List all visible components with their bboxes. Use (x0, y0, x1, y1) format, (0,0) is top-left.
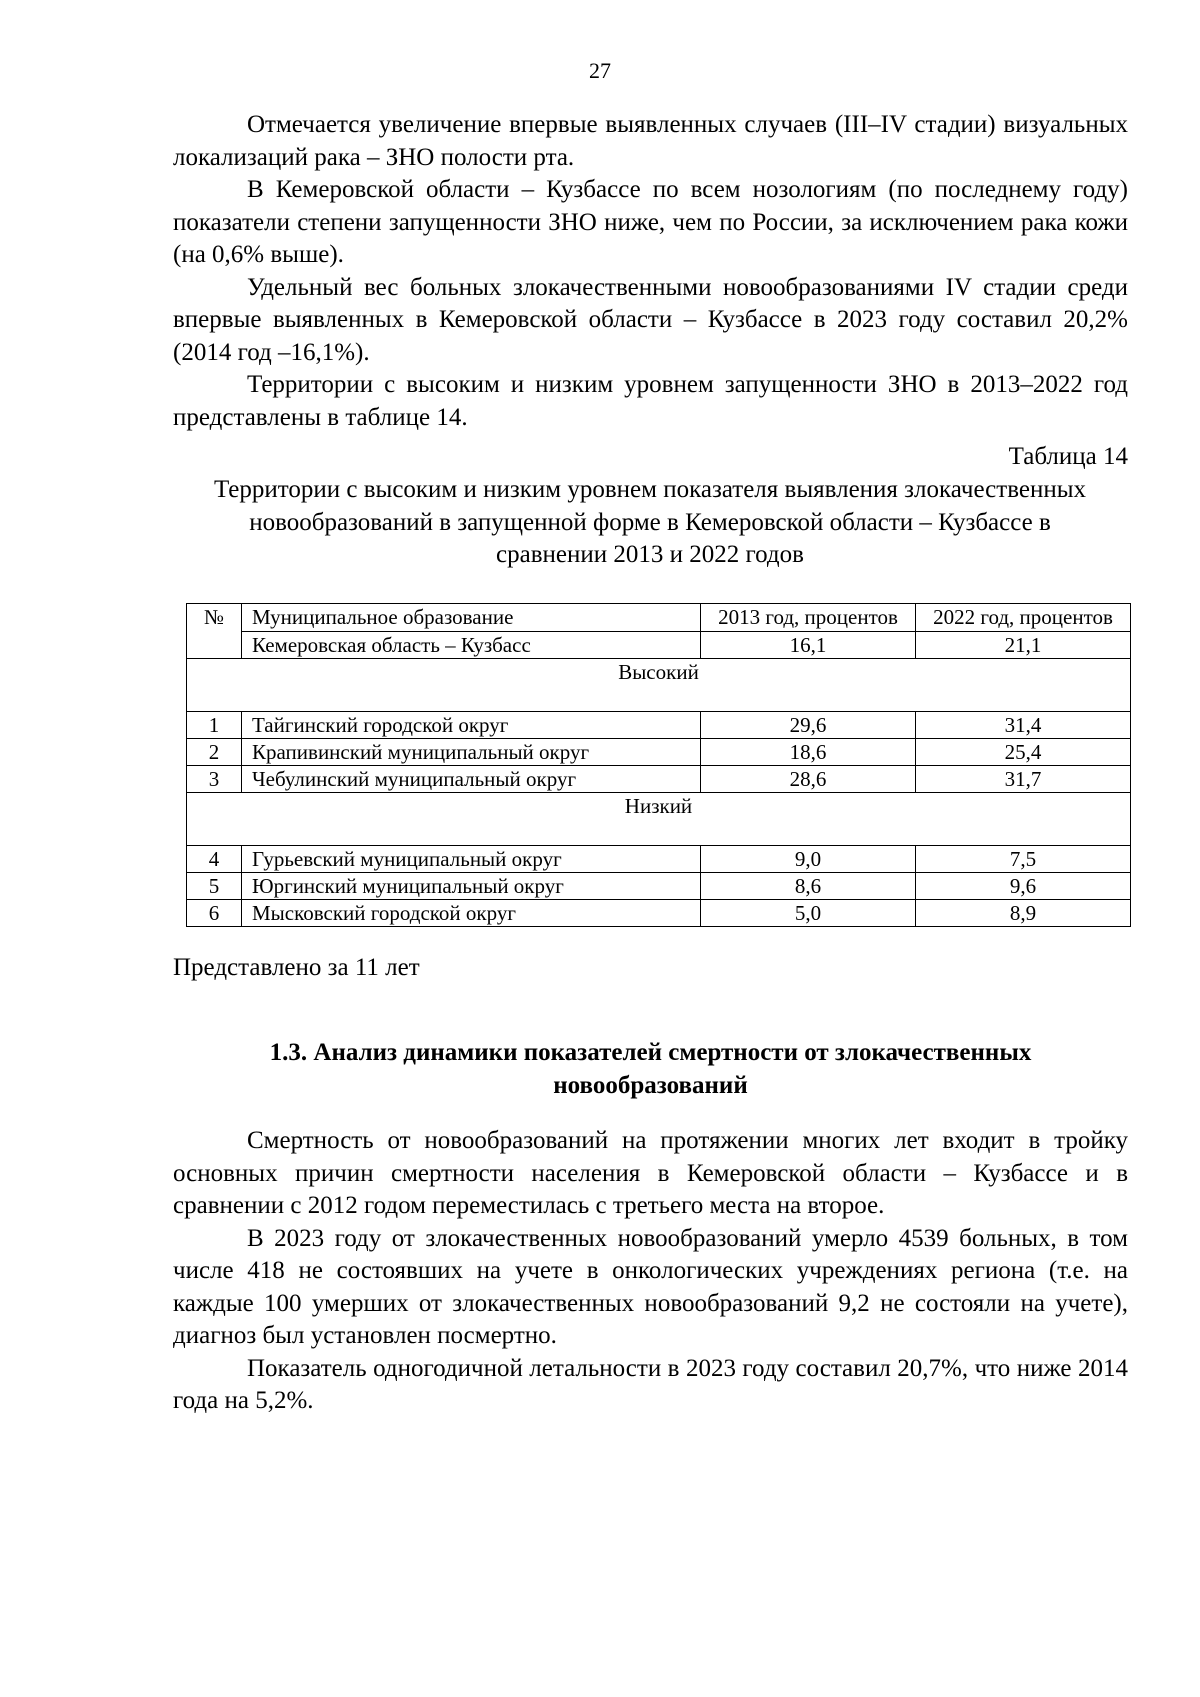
table-row (187, 900, 1131, 927)
paragraph: Показатель одногодичной летальности в 2023 году составил 20,7%, что ниже 2014 года на 5,2%. (173, 1354, 1128, 1414)
paragraph: Отмечается увеличение впервые выявленных случаев (III–IV стадии) визуальных локализаций рака – ЗНО полости рта. (173, 111, 1128, 171)
table-row (187, 739, 1131, 766)
paragraph: В 2023 году от злокачественных новообразований умерло 4539 больных, в том числе 418 не состоявших на учете в онкологических учреждениях региона (т.е. на каждые 100 умерших от злокачественных новообразований 9,2 не состояли на учете), диагноз был установлен посмертно. (173, 1224, 1128, 1349)
row-name: Юргинский муниципальный округ (242, 873, 701, 900)
row-2013: 29,6 (701, 712, 916, 739)
table-note: Представлено за 11 лет (173, 954, 420, 981)
header-2013: 2013 год, процентов (701, 604, 916, 632)
row-2013: 18,6 (701, 739, 916, 766)
table-row (187, 873, 1131, 900)
row-name: Мысковский городской округ (242, 900, 701, 927)
data-table (186, 603, 1131, 927)
row-2022: 25,4 (916, 739, 1131, 766)
header-2022: 2022 год, процентов (916, 604, 1131, 632)
row-2022: 31,4 (916, 712, 1131, 739)
row-name: Чебулинский муниципальный округ (242, 766, 701, 793)
table-label: Таблица 14 (1008, 443, 1128, 470)
body-text-top (173, 109, 1128, 434)
row-num: 3 (187, 766, 242, 793)
paragraph: Смертность от новообразований на протяжении многих лет входит в тройку основных причин смертности населения в Кемеровской области – Кузбассе и в сравнении с 2012 годом переместилась с третьего места на второе. (173, 1127, 1128, 1219)
row-2013: 8,6 (701, 873, 916, 900)
row-name: Тайгинский городской округ (242, 712, 701, 739)
row-num: 6 (187, 900, 242, 927)
header-name: Муниципальное образование (242, 604, 701, 632)
region-2013: 16,1 (701, 632, 916, 659)
table-row (187, 846, 1131, 873)
group-label-high: Высокий (187, 659, 1131, 712)
table-row (187, 712, 1131, 739)
row-2013: 9,0 (701, 846, 916, 873)
header-num: № (187, 604, 242, 659)
region-name: Кемеровская область – Кузбасс (242, 632, 701, 659)
paragraph: Удельный вес больных злокачественными новообразованиями IV стадии среди впервые выявленных в Кемеровской области – Кузбассе в 2023 году составил 20,2% (2014 год –16,1%). (173, 273, 1128, 366)
row-num: 1 (187, 712, 242, 739)
row-num: 2 (187, 739, 242, 766)
row-2022: 7,5 (916, 846, 1131, 873)
group-row-high (187, 659, 1131, 712)
row-name: Гурьевский муниципальный округ (242, 846, 701, 873)
paragraph: В Кемеровской области – Кузбассе по всем нозологиям (по последнему году) показатели степени запущенности ЗНО ниже, чем по России, за исключением рака кожи (на 0,6% выше). (173, 176, 1128, 268)
region-2022: 21,1 (916, 632, 1131, 659)
body-text-bottom (173, 1125, 1128, 1418)
page-number: 27 (589, 58, 611, 83)
row-2022: 31,7 (916, 766, 1131, 793)
row-num: 5 (187, 873, 242, 900)
row-num: 4 (187, 846, 242, 873)
section-heading: 1.3. Анализ динамики показателей смертности от злокачественных новообразований (269, 1039, 1032, 1099)
table-header-row (187, 604, 1131, 632)
row-2022: 9,6 (916, 873, 1131, 900)
row-name: Крапивинский муниципальный округ (242, 739, 701, 766)
table-row (187, 766, 1131, 793)
table-row-region (187, 632, 1131, 659)
row-2013: 5,0 (701, 900, 916, 927)
group-label-low: Низкий (187, 793, 1131, 846)
table-caption: Территории с высоким и низким уровнем показателя выявления злокачественных новообразований в запущенной форме в Кемеровской области – Кузбассе в сравнении 2013 и 2022 годов (213, 476, 1087, 568)
row-2013: 28,6 (701, 766, 916, 793)
row-2022: 8,9 (916, 900, 1131, 927)
group-row-low (187, 793, 1131, 846)
paragraph: Территории с высоким и низким уровнем запущенности ЗНО в 2013–2022 год представлены в таблице 14. (173, 371, 1128, 431)
